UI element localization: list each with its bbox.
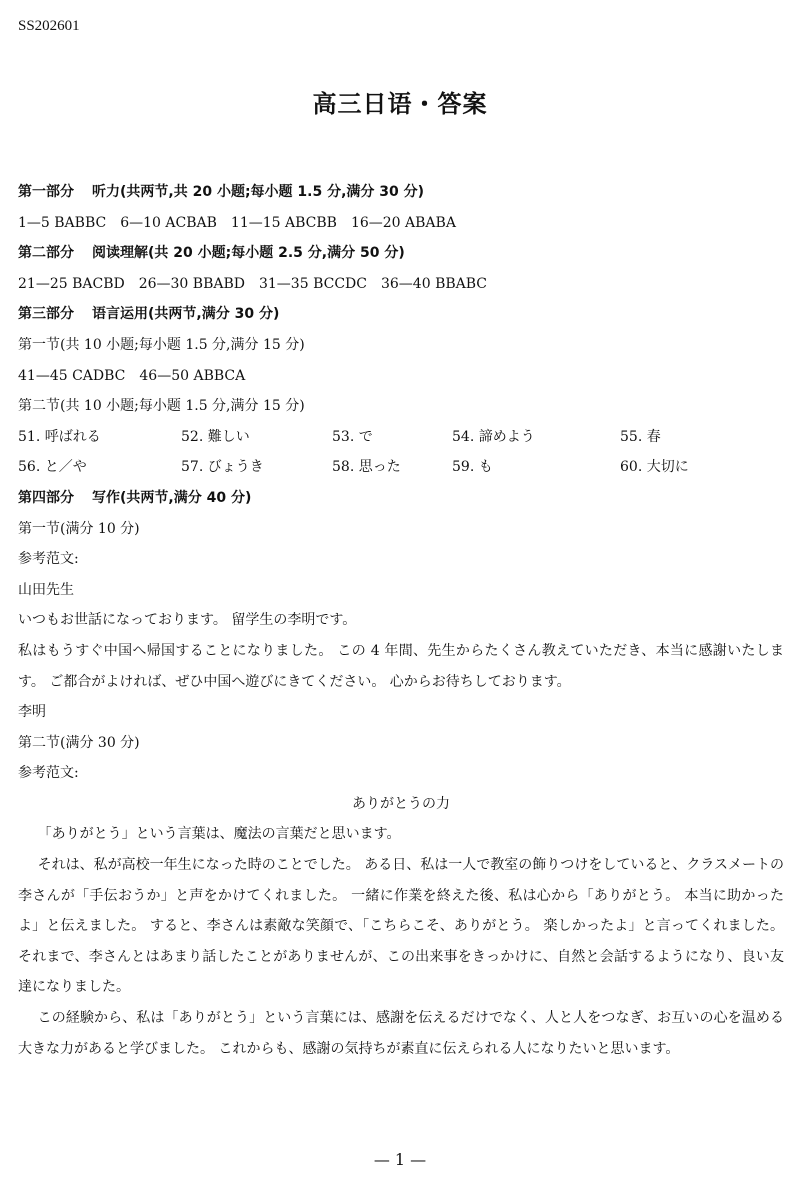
fill-answer: 53. で xyxy=(332,428,373,445)
part2-header xyxy=(18,238,784,269)
answer-group: 46—50 ABBCA xyxy=(139,367,246,384)
answer-group: 16—20 ABABA xyxy=(350,214,456,231)
letter-recipient: 山田先生 xyxy=(18,581,74,598)
fill-answer: 52. 難しい xyxy=(181,428,250,445)
part3-heading: 第三部分 xyxy=(18,306,74,323)
letter-paragraph: いつもお世話になっております。 留学生の李明です。 xyxy=(18,612,357,629)
fill-answer: 51. 呼ばれる xyxy=(18,428,101,445)
part1-header xyxy=(18,177,784,208)
reference-label: 参考范文: xyxy=(18,765,79,782)
answer-group: 41—45 CADBC xyxy=(18,367,126,384)
answer-group: 1—5 BABBC xyxy=(18,214,107,231)
reference-label: 参考范文: xyxy=(18,551,79,568)
part2-answers xyxy=(18,269,784,300)
part3-section1-answers xyxy=(18,361,784,392)
page-number: — 1 — xyxy=(373,1150,427,1169)
part3-subtitle: 语言运用(共两节,满分 30 分) xyxy=(92,306,280,323)
answer-group: 21—25 BACBD xyxy=(18,275,125,292)
essay-paragraph: この経験から、私は「ありがとう」という言葉には、感謝を伝えるだけでなく、人と人をつなぎ、お互いの心を温める大きな力があると学びました。 これからも、感謝の気持ちが素直に伝えられる人になりたいと思います。 xyxy=(18,1010,784,1057)
part3-header xyxy=(18,299,784,330)
fill-answer: 55. 春 xyxy=(620,428,661,445)
essay-paragraph: 「ありがとう」という言葉は、魔法の言葉だと思います。 xyxy=(37,826,401,843)
part4-section1-label: 第一节(满分 10 分) xyxy=(18,520,140,537)
part4-header xyxy=(18,483,784,514)
fill-answer: 57. びょうき xyxy=(181,459,264,476)
part4-section2-label: 第二节(满分 30 分) xyxy=(18,734,140,751)
part1-heading: 第一部分 xyxy=(18,184,74,200)
part1-subtitle: 听力(共两节,共 20 小题;每小题 1.5 分,满分 30 分) xyxy=(92,184,425,200)
answer-group: 31—35 BCCDC xyxy=(258,275,367,292)
answer-group: 36—40 BBABC xyxy=(380,275,488,292)
answer-content xyxy=(18,177,784,1064)
letter-paragraph: 私はもうすぐ中国へ帰国することになりました。 この 4 年間、先生からたくさん教えていただき、本当に感謝いたします。 ご都合がよければ、ぜひ中国へ遊びにきてください。 心からお待ちしております。 xyxy=(18,642,784,690)
answer-group: 6—10 ACBAB xyxy=(120,214,217,231)
fill-answer: 60. 大切に xyxy=(620,459,689,476)
fill-answer: 56. と／や xyxy=(18,459,87,476)
part4-heading: 第四部分 xyxy=(18,489,74,506)
fill-answer: 58. 思った xyxy=(332,459,401,476)
part3-section2-label: 第二节(共 10 小题;每小题 1.5 分,满分 15 分) xyxy=(18,398,305,415)
part1-answers xyxy=(18,208,784,239)
answer-group: 26—30 BBABD xyxy=(138,275,245,292)
part4-subtitle: 写作(共两节,满分 40 分) xyxy=(92,489,252,506)
part3-answer-row-2 xyxy=(18,452,784,483)
essay-title: ありがとうの力 xyxy=(352,795,450,812)
part2-subtitle: 阅读理解(共 20 小题;每小题 2.5 分,满分 50 分) xyxy=(92,245,405,262)
page-title: 高三日语・答案 xyxy=(312,90,488,118)
part3-section1-label: 第一节(共 10 小题;每小题 1.5 分,满分 15 分) xyxy=(18,336,305,353)
fill-answer: 54. 諦めよう xyxy=(452,428,535,445)
essay-paragraph: それは、私が高校一年生になった時のことでした。 ある日、私は一人で教室の飾りつけをしていると、クラスメートの李さんが「手伝おうか」と声をかけてくれました。 一緒に作業を終えた後、私は心から「ありがとう。 本当に助かったよ」と伝えました。 すると、李さんは素敵な笑顔で、「こちらこそ、ありがとう。 楽しかったよ」と言ってくれました。 それまで、李さんとはあまり話したことがありませんが、この出来事をきっかけに、自然と会話するようになり、良い友達になりました。 xyxy=(18,857,784,996)
part3-answer-row-1 xyxy=(18,422,784,453)
fill-answer: 59. も xyxy=(452,459,493,476)
letter-signature: 李明 xyxy=(18,704,46,721)
document-code: SS202601 xyxy=(18,18,80,34)
part2-heading: 第二部分 xyxy=(18,245,74,262)
answer-group: 11—15 ABCBB xyxy=(230,214,337,231)
